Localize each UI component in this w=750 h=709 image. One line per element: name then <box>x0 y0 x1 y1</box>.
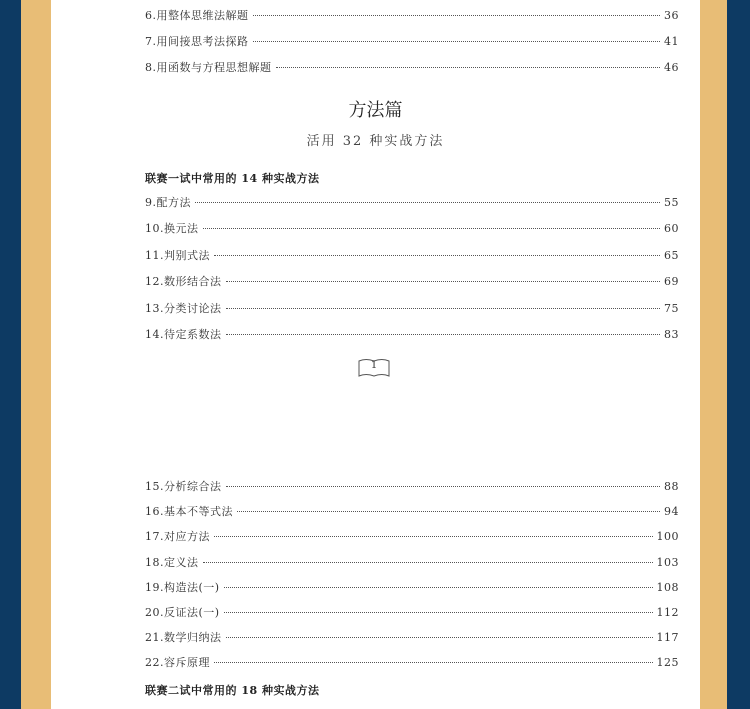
section-heading-2: 联赛二试中常用的 18 种实战方法 <box>145 684 320 697</box>
toc-entry[interactable] <box>145 247 679 265</box>
toc-entry-label: 13.分类讨论法 <box>145 302 222 315</box>
right-navy-border <box>727 0 750 709</box>
toc-leader <box>226 486 661 487</box>
toc-entry-label: 9.配方法 <box>145 196 191 209</box>
toc-leader <box>226 637 653 638</box>
toc-leader <box>253 15 661 16</box>
toc-entry-page: 55 <box>664 196 679 209</box>
toc-entry-page: 65 <box>664 249 679 262</box>
toc-leader <box>224 587 653 588</box>
toc-entry[interactable] <box>145 220 679 238</box>
toc-entry[interactable] <box>145 7 679 25</box>
toc-entry[interactable] <box>145 273 679 291</box>
toc-entry-page: 69 <box>664 275 679 288</box>
page-number-badge <box>358 358 390 378</box>
toc-leader <box>237 511 660 512</box>
toc-entry-label: 8.用函数与方程思想解题 <box>145 61 272 74</box>
toc-leader <box>214 662 653 663</box>
toc-entry[interactable] <box>145 579 679 597</box>
toc-leader <box>226 334 661 335</box>
toc-leader <box>226 281 661 282</box>
toc-entry-page: 100 <box>656 530 679 543</box>
toc-entry-label: 21.数学归纳法 <box>145 631 222 644</box>
toc-entry-page: 75 <box>664 302 679 315</box>
toc-entry-label: 10.换元法 <box>145 222 199 235</box>
toc-entry-page: 60 <box>664 222 679 235</box>
toc-leader <box>224 612 653 613</box>
toc-entry-label: 6.用整体思维法解题 <box>145 9 249 22</box>
toc-entry-page: 125 <box>656 656 679 669</box>
toc-entry-label: 19.构造法(一) <box>145 581 220 594</box>
toc-leader <box>195 202 660 203</box>
toc-entry-page: 46 <box>664 61 679 74</box>
toc-entry-page: 36 <box>664 9 679 22</box>
toc-entry[interactable] <box>145 300 679 318</box>
toc-entry-page: 103 <box>656 556 679 569</box>
toc-entry-page: 108 <box>656 581 679 594</box>
toc-entry[interactable] <box>145 554 679 572</box>
toc-entry-label: 18.定义法 <box>145 556 199 569</box>
toc-entry-page: 94 <box>664 505 679 518</box>
toc-entry[interactable] <box>145 59 679 77</box>
right-gold-border <box>700 0 727 709</box>
part-subtitle: 活用 32 种实战方法 <box>306 134 445 149</box>
toc-entry-page: 88 <box>664 480 679 493</box>
toc-leader <box>276 67 661 68</box>
toc-entry-label: 22.容斥原理 <box>145 656 210 669</box>
toc-leader <box>203 562 653 563</box>
toc-entry-page: 112 <box>656 606 679 619</box>
toc-entry[interactable] <box>145 194 679 212</box>
section-heading-1: 联赛一试中常用的 14 种实战方法 <box>145 172 320 185</box>
toc-entry-label: 15.分析综合法 <box>145 480 222 493</box>
page-number: 1 <box>370 360 378 371</box>
left-navy-border <box>0 0 21 709</box>
book-page <box>51 0 700 709</box>
toc-entry-page: 83 <box>664 328 679 341</box>
toc-leader <box>226 308 661 309</box>
toc-entry-label: 16.基本不等式法 <box>145 505 233 518</box>
toc-entry-page: 117 <box>656 631 679 644</box>
toc-entry-page: 41 <box>664 35 679 48</box>
toc-entry[interactable] <box>145 33 679 51</box>
toc-entry-label: 17.对应方法 <box>145 530 210 543</box>
toc-entry-label: 11.判别式法 <box>145 249 210 262</box>
toc-leader <box>214 255 660 256</box>
toc-leader <box>214 536 653 537</box>
toc-entry-label: 20.反证法(一) <box>145 606 220 619</box>
toc-entry-label: 12.数形结合法 <box>145 275 222 288</box>
toc-leader <box>203 228 661 229</box>
toc-entry-label: 14.待定系数法 <box>145 328 222 341</box>
toc-entry[interactable] <box>145 629 679 647</box>
toc-entry-label: 7.用间接思考法探路 <box>145 35 249 48</box>
toc-entry[interactable] <box>145 503 679 521</box>
toc-entry[interactable] <box>145 654 679 672</box>
left-gold-border <box>21 0 51 709</box>
toc-entry[interactable] <box>145 528 679 546</box>
toc-entry[interactable] <box>145 478 679 496</box>
toc-entry[interactable] <box>145 604 679 622</box>
toc-entry[interactable] <box>145 326 679 344</box>
toc-leader <box>253 41 661 42</box>
part-title: 方法篇 <box>348 100 403 121</box>
